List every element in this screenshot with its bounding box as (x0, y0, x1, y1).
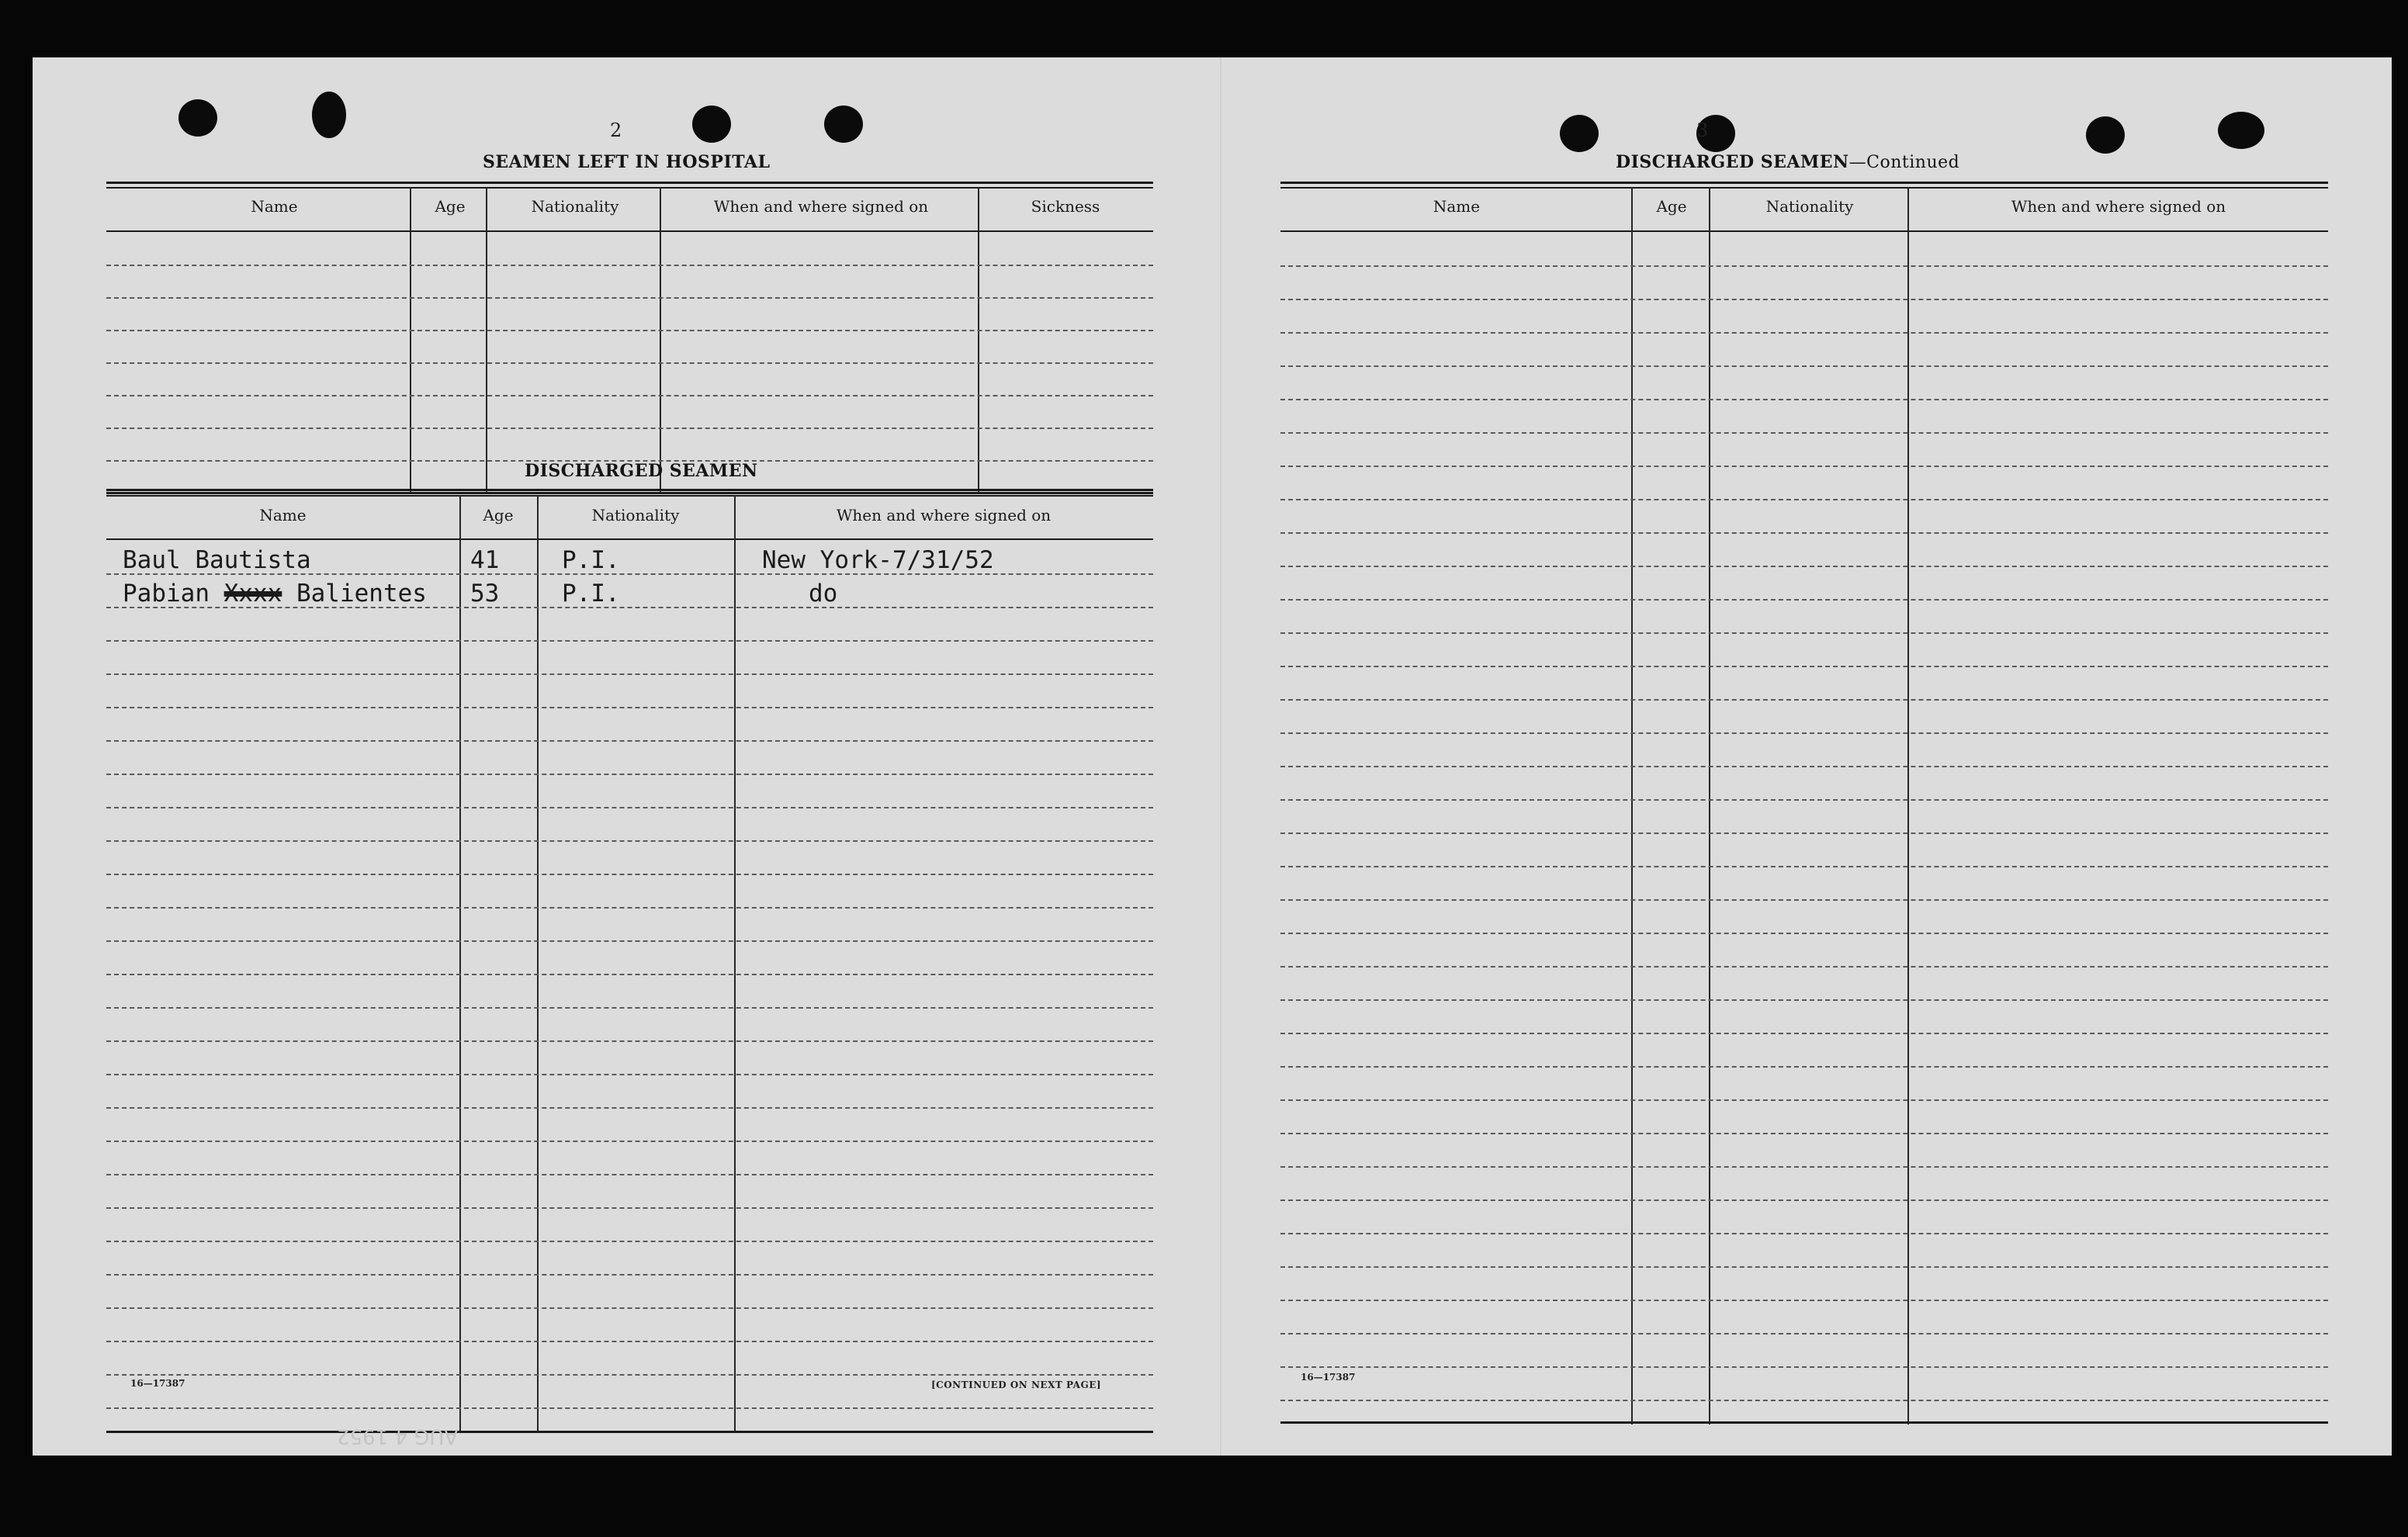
ruled-line (1280, 999, 2328, 1001)
punch-hole (2086, 116, 2125, 154)
ruled-line (106, 807, 1153, 808)
ruled-line (106, 740, 1153, 742)
ruled-line (1280, 332, 2328, 334)
right-title-suffix: —Continued (1848, 153, 1960, 172)
ruled-line (1280, 833, 2328, 834)
entry-1-age: 41 (470, 546, 500, 574)
continued-note: [CONTINUED ON NEXT PAGE] (931, 1379, 1102, 1390)
ruled-line (106, 428, 1153, 429)
ruled-line (106, 1040, 1153, 1042)
ruled-line (1280, 1166, 2328, 1168)
ruled-line (106, 673, 1153, 675)
ruled-line (1280, 732, 2328, 734)
entry-2-name-first: Pabian (123, 580, 210, 608)
ruled-line (106, 297, 1153, 299)
ruled-line (1280, 1066, 2328, 1068)
ruled-line (1280, 899, 2328, 901)
ruled-line (106, 1207, 1153, 1209)
form-number-left: 16—17387 (130, 1378, 185, 1389)
ruled-line (106, 840, 1153, 842)
right-section-title (1616, 152, 1959, 172)
entry-2-age: 53 (470, 580, 500, 608)
ruled-line (1280, 1199, 2328, 1201)
ruled-line (1280, 1366, 2328, 1368)
ruled-line (106, 1007, 1153, 1009)
ruled-line (106, 974, 1153, 975)
ruled-line (106, 940, 1153, 942)
ruled-line (1280, 666, 2328, 667)
ruled-line (106, 1107, 1153, 1109)
ruled-line (106, 1307, 1153, 1309)
ruled-line (106, 907, 1153, 909)
ruled-line (1280, 1333, 2328, 1334)
ruled-line (1280, 599, 2328, 601)
ruled-line (106, 874, 1153, 875)
discharged-col-name: Name (259, 506, 307, 524)
hospital-section-title: SEAMEN LEFT IN HOSPITAL (483, 152, 771, 172)
punch-hole (1560, 115, 1599, 152)
ruled-line (106, 774, 1153, 775)
ruled-line (106, 1174, 1153, 1175)
ruled-line (1280, 299, 2328, 300)
document-spread (33, 57, 2392, 1456)
hospital-col-nationality: Nationality (531, 197, 619, 216)
entry-2-nationality: P.I. (562, 580, 620, 608)
ruled-line (1280, 699, 2328, 701)
ruled-line (1280, 365, 2328, 367)
right-col-age: Age (1656, 197, 1687, 216)
ruled-line (1280, 432, 2328, 434)
form-number-right: 16—17387 (1301, 1372, 1356, 1383)
right-col-name: Name (1433, 197, 1481, 216)
ruled-line (1280, 1266, 2328, 1268)
page-number-right: 3 (1696, 119, 1709, 141)
entry-1-name: Baul Bautista (123, 546, 311, 574)
discharged-col-nationality: Nationality (591, 506, 680, 524)
entry-2-name (123, 580, 427, 608)
ruled-line (1280, 566, 2328, 567)
ruled-line (106, 1341, 1153, 1342)
punch-hole (2218, 112, 2264, 149)
right-title-main: DISCHARGED SEAMEN (1616, 152, 1849, 172)
ruled-line (1280, 1133, 2328, 1134)
entry-2-signed-on: do (809, 580, 838, 608)
right-col-signed-on: When and where signed on (2011, 197, 2226, 216)
faint-date-stamp: AUG 4 1952 (337, 1424, 459, 1448)
ruled-line (1280, 1233, 2328, 1234)
ruled-line (1280, 966, 2328, 968)
page-number-left: 2 (610, 119, 622, 141)
ruled-line (1280, 866, 2328, 867)
ruled-line (106, 395, 1153, 396)
ruled-line (106, 330, 1153, 331)
ruled-line (1280, 499, 2328, 500)
ruled-line (1280, 532, 2328, 534)
center-fold (1220, 57, 1221, 1456)
punch-hole (312, 92, 346, 138)
discharged-col-signed-on: When and where signed on (836, 506, 1052, 524)
discharged-rows (106, 540, 1153, 1431)
right-rows (1280, 232, 2328, 1424)
right-table-top-rule (1280, 182, 2328, 184)
discharged-col-age: Age (483, 506, 514, 524)
hospital-col-signed-on: When and where signed on (713, 197, 929, 216)
punch-hole (824, 106, 863, 143)
ruled-line (1280, 466, 2328, 467)
ruled-line (106, 1241, 1153, 1242)
ruled-line (1280, 632, 2328, 634)
ruled-line (1280, 265, 2328, 267)
ruled-line (106, 1374, 1153, 1376)
ruled-line (1280, 933, 2328, 934)
hospital-col-sickness: Sickness (1031, 197, 1100, 216)
ruled-line (1280, 1099, 2328, 1101)
punch-hole (692, 106, 731, 143)
entry-1-nationality: P.I. (562, 546, 620, 574)
ruled-line (106, 1074, 1153, 1075)
ruled-line (106, 265, 1153, 266)
ruled-line (106, 1141, 1153, 1142)
ruled-line (1280, 799, 2328, 801)
punch-hole (178, 99, 217, 137)
entry-2-name-struck: Xxxx (223, 580, 282, 608)
entry-1-signed-on: New York-7/31/52 (762, 546, 994, 574)
ruled-line (1280, 1300, 2328, 1301)
hospital-col-age: Age (435, 197, 466, 216)
ruled-line (1280, 1400, 2328, 1401)
ruled-line (106, 640, 1153, 642)
hospital-table-top-rule (106, 182, 1153, 184)
ruled-line (1280, 1033, 2328, 1034)
ruled-line (106, 1407, 1153, 1409)
ruled-line (106, 1274, 1153, 1276)
ruled-line (106, 707, 1153, 708)
hospital-col-name: Name (251, 197, 298, 216)
entry-2-name-last: Balientes (296, 580, 427, 608)
right-col-nationality: Nationality (1765, 197, 1854, 216)
discharged-section-title: DISCHARGED SEAMEN (525, 461, 758, 481)
ruled-line (1280, 766, 2328, 767)
discharged-table-top-rule (106, 489, 1153, 491)
ruled-line (106, 362, 1153, 364)
hospital-rows (106, 232, 1153, 492)
ruled-line (1280, 399, 2328, 400)
